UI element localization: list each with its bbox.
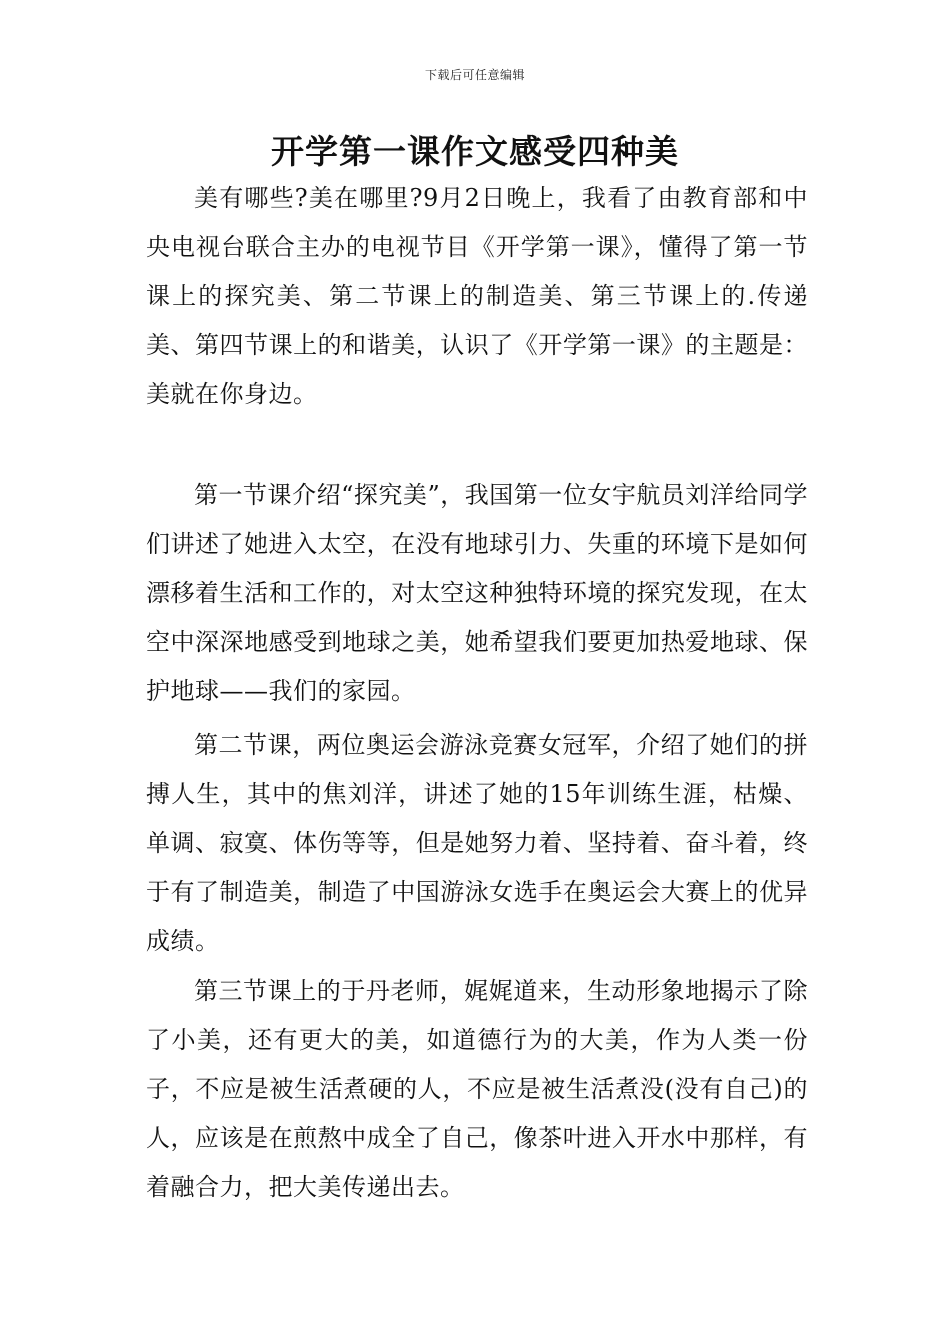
paragraph-1-text: 美有哪些?美在哪里?9月2日晚上，我看了由教育部和中央电视台联合主办的电视节目《开学第一课》，懂得了第一节课上的探究美、第二节课上的制造美、第三节课上的.传递美、第四节课上的和谐美，认识了《开学第一课》的主题是：美就在你身边。 — [146, 184, 808, 408]
paragraph-2-text: 第一节课介绍“探究美”，我国第一位女宇航员刘洋给同学们讲述了她进入太空，在没有地球引力、失重的环境下是如何漂移着生活和工作的，对太空这种独特环境的探究发现，在太空中深深地感受到地球之美，她希望我们要更加热爱地球、保护地球——我们的家园。 — [146, 481, 808, 705]
paragraph-3-text: 第二节课，两位奥运会游泳竞赛女冠军，介绍了她们的拼搏人生，其中的焦刘洋，讲述了她的15年训练生涯，枯燥、单调、寂寞、体伤等等，但是她努力着、坚持着、奋斗着，终于有了制造美，制造了中国游泳女选手在奥运会大赛上的优异成绩。 — [146, 731, 808, 955]
paragraph-4-text: 第三节课上的于丹老师，娓娓道来，生动形象地揭示了除了小美，还有更大的美，如道德行为的大美，作为人类一份子，不应是被生活煮硬的人，不应是被生活煮没(没有自己)的人，应该是在煎熬中成全了自己，像茶叶进入开水中那样，有着融合力，把大美传递出去。 — [146, 977, 808, 1201]
document-title: 开学第一课作文感受四种美 — [271, 132, 679, 171]
paragraph-3 — [146, 721, 808, 966]
paragraph-4 — [146, 967, 808, 1212]
paragraph-1 — [146, 174, 808, 419]
header-note: 下载后可任意编辑 — [424, 68, 525, 82]
paragraph-2 — [146, 471, 808, 716]
